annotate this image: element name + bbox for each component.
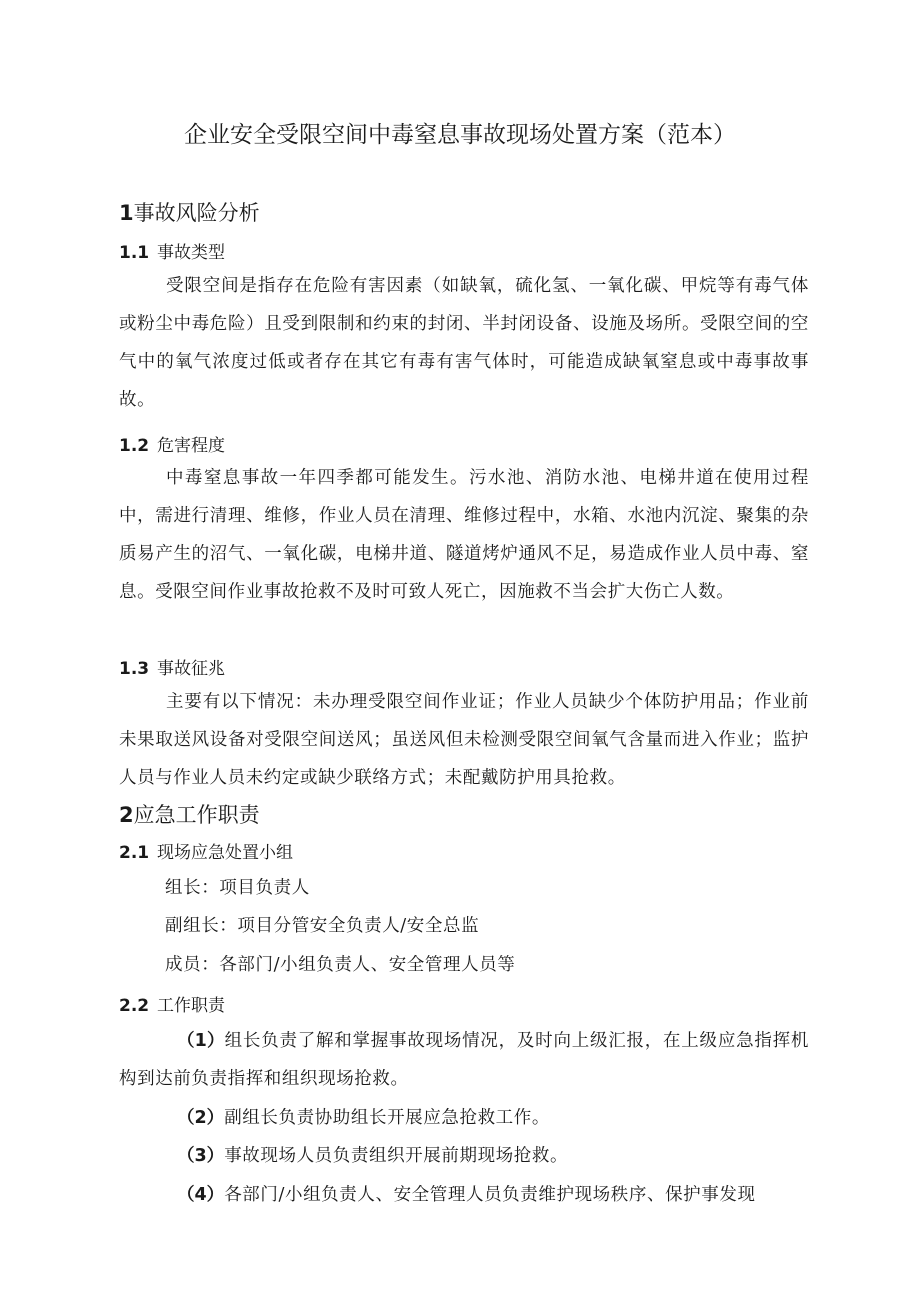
section-1-title: 事故风险分析 xyxy=(133,201,260,225)
team-deputy-line: 副组长：项目分管安全负责人/安全总监 xyxy=(165,916,480,936)
section-1-3-title: 事故征兆 xyxy=(157,659,225,679)
section-1-2-number: 1.2 xyxy=(119,436,150,456)
team-leader-line: 组长：项目负责人 xyxy=(165,878,310,898)
section-2-2-title: 工作职责 xyxy=(157,996,225,1016)
section-2-1-title: 现场应急处置小组 xyxy=(157,843,293,863)
duty-item-text: 组长负责了解和掌握事故现场情况，及时向上级汇报，在上级应急指挥机构到达前负责指挥和组织现场抢救。 xyxy=(119,1031,809,1089)
section-1-1-title: 事故类型 xyxy=(157,243,225,263)
document-title: 企业安全受限空间中毒窒息事故现场处置方案（范本） xyxy=(184,122,736,148)
duty-item-index: （3） xyxy=(177,1146,225,1166)
section-1-3-paragraph: 主要有以下情况：未办理受限空间作业证；作业人员缺少个体防护用品；作业前未果取送风设备对受限空间送风；虽送风但未检测受限空间氧气含量而进入作业；监护人员与作业人员未约定或缺少联络方式；未配戴防护用具抢救。 xyxy=(119,692,809,788)
section-2-2-heading xyxy=(119,991,225,1016)
section-1-number: 1 xyxy=(119,201,134,225)
team-members-line: 成员：各部门/小组负责人、安全管理人员等 xyxy=(165,955,516,975)
duty-item-text: 事故现场人员负责组织开展前期现场抢救。 xyxy=(224,1146,569,1166)
duty-item-text: 副组长负责协助组长开展应急抢救工作。 xyxy=(224,1108,550,1128)
section-2-1-number: 2.1 xyxy=(119,843,150,863)
duty-item-index: （4） xyxy=(177,1185,225,1205)
duty-item xyxy=(119,1099,809,1137)
duty-item-index: （1） xyxy=(177,1031,225,1051)
section-2-1-heading xyxy=(119,838,293,863)
duty-item xyxy=(119,1022,809,1098)
section-1-1-paragraph: 受限空间是指存在危险有害因素（如缺氧，硫化氢、一氧化碳、甲烷等有毒气体或粉尘中毒危险）且受到限制和约束的封闭、半封闭设备、设施及场所。受限空间的空气中的氧气浓度过低或者存在其它有毒有害气体时，可能造成缺氧窒息或中毒事故事故。 xyxy=(119,276,809,410)
duty-item xyxy=(119,1176,809,1214)
duty-item-index: （2） xyxy=(177,1108,225,1128)
section-1-1-heading xyxy=(119,238,225,263)
section-1-2-heading xyxy=(119,431,225,456)
duty-item-text: 各部门/小组负责人、安全管理人员负责维护现场秩序、保护事发现 xyxy=(224,1185,756,1205)
duty-item xyxy=(119,1137,809,1175)
section-1-3-heading xyxy=(119,654,225,679)
section-2-heading xyxy=(119,799,260,829)
section-2-2-number: 2.2 xyxy=(119,996,150,1016)
section-2-number: 2 xyxy=(119,803,134,827)
section-1-1-number: 1.1 xyxy=(119,243,150,263)
section-1-2-title: 危害程度 xyxy=(157,436,225,456)
section-1-2-paragraph: 中毒窒息事故一年四季都可能发生。污水池、消防水池、电梯井道在使用过程中，需进行清理、维修，作业人员在清理、维修过程中，水箱、水池内沉淀、聚集的杂质易产生的沼气、一氧化碳，电梯井道、隧道烤炉通风不足，易造成作业人员中毒、窒息。受限空间作业事故抢救不及时可致人死亡，因施救不当会扩大伤亡人数。 xyxy=(119,468,809,602)
section-2-title: 应急工作职责 xyxy=(133,803,260,827)
section-1-3-number: 1.3 xyxy=(119,659,150,679)
section-1-heading xyxy=(119,197,260,227)
